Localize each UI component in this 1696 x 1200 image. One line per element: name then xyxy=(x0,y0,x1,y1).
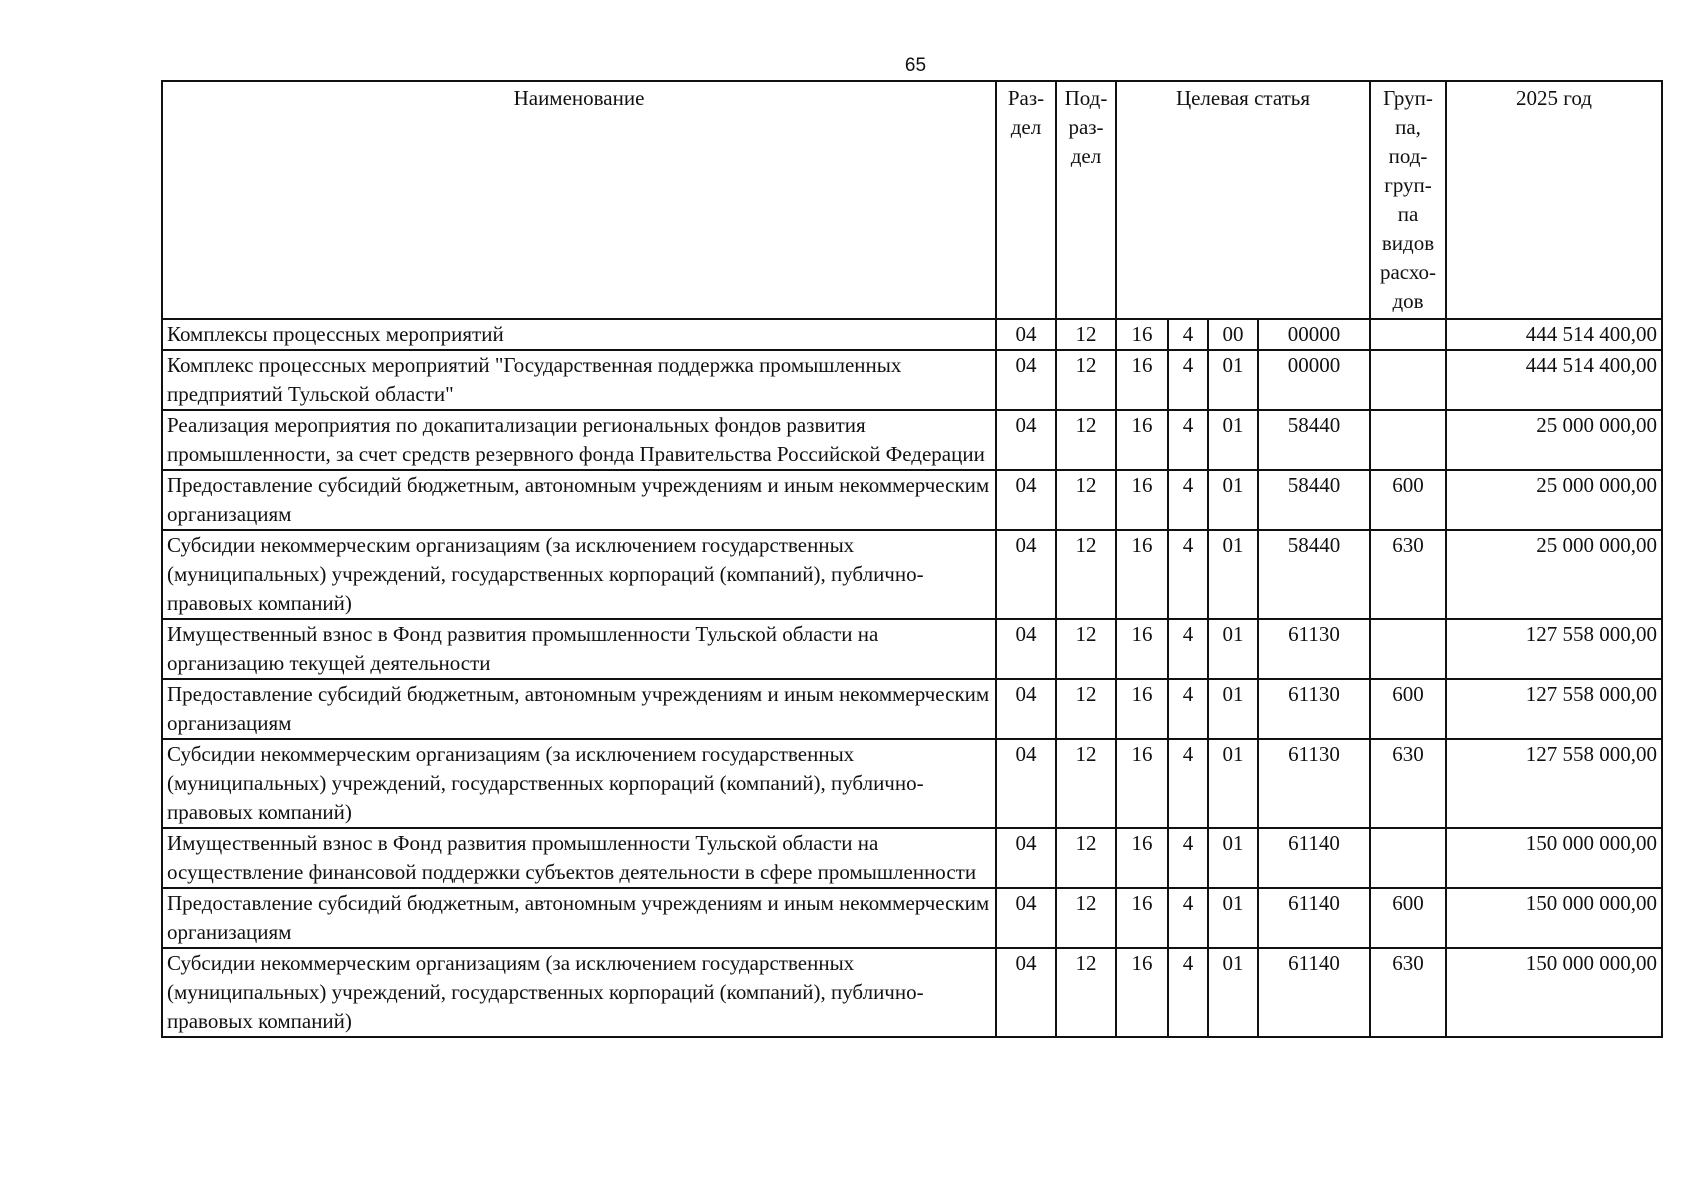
cell-target-complex: 01 xyxy=(1208,739,1258,828)
cell-razdel: 04 xyxy=(996,410,1056,470)
cell-name: Предоставление субсидий бюджетным, автономным учреждениям и иным некоммерческим организациям xyxy=(162,679,996,739)
cell-razdel: 04 xyxy=(996,350,1056,410)
cell-name: Субсидии некоммерческим организациям (за исключением государственных (муниципальных) учреждений, государственных корпораций (компаний), публично-правовых компаний) xyxy=(162,739,996,828)
cell-expense-group: 630 xyxy=(1370,948,1446,1037)
cell-target-type: 4 xyxy=(1168,739,1208,828)
cell-expense-group xyxy=(1370,619,1446,679)
cell-target-direction: 00000 xyxy=(1258,350,1370,410)
cell-target-complex: 00 xyxy=(1208,319,1258,350)
page-number: 65 xyxy=(904,55,927,76)
cell-name: Имущественный взнос в Фонд развития промышленности Тульской области на осуществление финансовой поддержки субъектов деятельности в сфере промышленности xyxy=(162,828,996,888)
cell-name: Комплекс процессных мероприятий "Государственная поддержка промышленных предприятий Тульской области" xyxy=(162,350,996,410)
cell-target-type: 4 xyxy=(1168,530,1208,619)
cell-expense-group xyxy=(1370,350,1446,410)
cell-target-type: 4 xyxy=(1168,319,1208,350)
cell-target-program: 16 xyxy=(1116,888,1168,948)
header-podrazdel: Под- раз- дел xyxy=(1056,81,1116,319)
cell-expense-group xyxy=(1370,828,1446,888)
header-name: Наименование xyxy=(162,81,996,319)
cell-target-program: 16 xyxy=(1116,679,1168,739)
cell-podrazdel: 12 xyxy=(1056,470,1116,530)
cell-target-complex: 01 xyxy=(1208,410,1258,470)
cell-podrazdel: 12 xyxy=(1056,679,1116,739)
table-row xyxy=(162,679,1662,739)
cell-razdel: 04 xyxy=(996,888,1056,948)
cell-expense-group: 630 xyxy=(1370,530,1446,619)
header-target-article: Целевая статья xyxy=(1116,81,1370,319)
cell-target-program: 16 xyxy=(1116,739,1168,828)
table-row xyxy=(162,530,1662,619)
cell-expense-group xyxy=(1370,410,1446,470)
header-row xyxy=(162,81,1662,319)
cell-target-complex: 01 xyxy=(1208,350,1258,410)
cell-razdel: 04 xyxy=(996,679,1056,739)
cell-razdel: 04 xyxy=(996,319,1056,350)
budget-table xyxy=(161,80,1663,1038)
table-row xyxy=(162,739,1662,828)
cell-name: Комплексы процессных мероприятий xyxy=(162,319,996,350)
cell-amount: 444 514 400,00 xyxy=(1446,319,1662,350)
header-expense-group: Груп- па, под- груп- па видов расхо- дов xyxy=(1370,81,1446,319)
table-row xyxy=(162,350,1662,410)
cell-target-complex: 01 xyxy=(1208,530,1258,619)
table-row xyxy=(162,470,1662,530)
cell-amount: 25 000 000,00 xyxy=(1446,410,1662,470)
cell-target-direction: 61140 xyxy=(1258,828,1370,888)
table-row xyxy=(162,948,1662,1037)
cell-expense-group: 600 xyxy=(1370,470,1446,530)
cell-target-complex: 01 xyxy=(1208,679,1258,739)
cell-target-program: 16 xyxy=(1116,319,1168,350)
header-razdel: Раз- дел xyxy=(996,81,1056,319)
cell-amount: 127 558 000,00 xyxy=(1446,679,1662,739)
cell-name: Имущественный взнос в Фонд развития промышленности Тульской области на организацию текущей деятельности xyxy=(162,619,996,679)
cell-target-program: 16 xyxy=(1116,828,1168,888)
cell-target-complex: 01 xyxy=(1208,948,1258,1037)
cell-razdel: 04 xyxy=(996,470,1056,530)
cell-razdel: 04 xyxy=(996,948,1056,1037)
cell-target-complex: 01 xyxy=(1208,888,1258,948)
cell-target-type: 4 xyxy=(1168,679,1208,739)
cell-amount: 150 000 000,00 xyxy=(1446,828,1662,888)
cell-podrazdel: 12 xyxy=(1056,410,1116,470)
cell-target-direction: 61140 xyxy=(1258,948,1370,1037)
cell-podrazdel: 12 xyxy=(1056,739,1116,828)
cell-target-direction: 61140 xyxy=(1258,888,1370,948)
table-row xyxy=(162,888,1662,948)
cell-name: Предоставление субсидий бюджетным, автономным учреждениям и иным некоммерческим организациям xyxy=(162,888,996,948)
cell-target-type: 4 xyxy=(1168,350,1208,410)
table-row xyxy=(162,619,1662,679)
cell-target-complex: 01 xyxy=(1208,828,1258,888)
cell-podrazdel: 12 xyxy=(1056,828,1116,888)
cell-target-program: 16 xyxy=(1116,619,1168,679)
cell-name: Субсидии некоммерческим организациям (за исключением государственных (муниципальных) учреждений, государственных корпораций (компаний), публично-правовых компаний) xyxy=(162,948,996,1037)
cell-expense-group: 600 xyxy=(1370,888,1446,948)
cell-amount: 25 000 000,00 xyxy=(1446,530,1662,619)
cell-target-direction: 61130 xyxy=(1258,679,1370,739)
cell-razdel: 04 xyxy=(996,739,1056,828)
cell-target-type: 4 xyxy=(1168,888,1208,948)
cell-target-direction: 61130 xyxy=(1258,619,1370,679)
cell-target-program: 16 xyxy=(1116,410,1168,470)
table-body xyxy=(162,319,1662,1037)
cell-target-direction: 58440 xyxy=(1258,410,1370,470)
cell-amount: 127 558 000,00 xyxy=(1446,739,1662,828)
cell-podrazdel: 12 xyxy=(1056,619,1116,679)
cell-amount: 444 514 400,00 xyxy=(1446,350,1662,410)
cell-amount: 25 000 000,00 xyxy=(1446,470,1662,530)
cell-target-type: 4 xyxy=(1168,948,1208,1037)
cell-target-type: 4 xyxy=(1168,470,1208,530)
cell-target-program: 16 xyxy=(1116,530,1168,619)
cell-target-direction: 00000 xyxy=(1258,319,1370,350)
table-row xyxy=(162,319,1662,350)
cell-podrazdel: 12 xyxy=(1056,888,1116,948)
cell-target-program: 16 xyxy=(1116,948,1168,1037)
cell-razdel: 04 xyxy=(996,619,1056,679)
cell-name: Предоставление субсидий бюджетным, автономным учреждениям и иным некоммерческим организациям xyxy=(162,470,996,530)
table-row xyxy=(162,410,1662,470)
cell-amount: 150 000 000,00 xyxy=(1446,948,1662,1037)
cell-podrazdel: 12 xyxy=(1056,948,1116,1037)
cell-target-complex: 01 xyxy=(1208,470,1258,530)
cell-target-direction: 61130 xyxy=(1258,739,1370,828)
cell-expense-group: 630 xyxy=(1370,739,1446,828)
cell-amount: 150 000 000,00 xyxy=(1446,888,1662,948)
cell-target-program: 16 xyxy=(1116,470,1168,530)
cell-target-type: 4 xyxy=(1168,619,1208,679)
cell-name: Реализация мероприятия по докапитализации региональных фондов развития промышленности, за счет средств резервного фонда Правительства Российской Федерации xyxy=(162,410,996,470)
cell-podrazdel: 12 xyxy=(1056,530,1116,619)
cell-razdel: 04 xyxy=(996,828,1056,888)
cell-podrazdel: 12 xyxy=(1056,350,1116,410)
cell-target-program: 16 xyxy=(1116,350,1168,410)
table-row xyxy=(162,828,1662,888)
cell-expense-group: 600 xyxy=(1370,679,1446,739)
cell-expense-group xyxy=(1370,319,1446,350)
cell-target-type: 4 xyxy=(1168,828,1208,888)
cell-amount: 127 558 000,00 xyxy=(1446,619,1662,679)
cell-target-direction: 58440 xyxy=(1258,470,1370,530)
cell-target-type: 4 xyxy=(1168,410,1208,470)
header-year: 2025 год xyxy=(1446,81,1662,319)
cell-podrazdel: 12 xyxy=(1056,319,1116,350)
cell-razdel: 04 xyxy=(996,530,1056,619)
cell-name: Субсидии некоммерческим организациям (за исключением государственных (муниципальных) учреждений, государственных корпораций (компаний), публично-правовых компаний) xyxy=(162,530,996,619)
cell-target-complex: 01 xyxy=(1208,619,1258,679)
cell-target-direction: 58440 xyxy=(1258,530,1370,619)
